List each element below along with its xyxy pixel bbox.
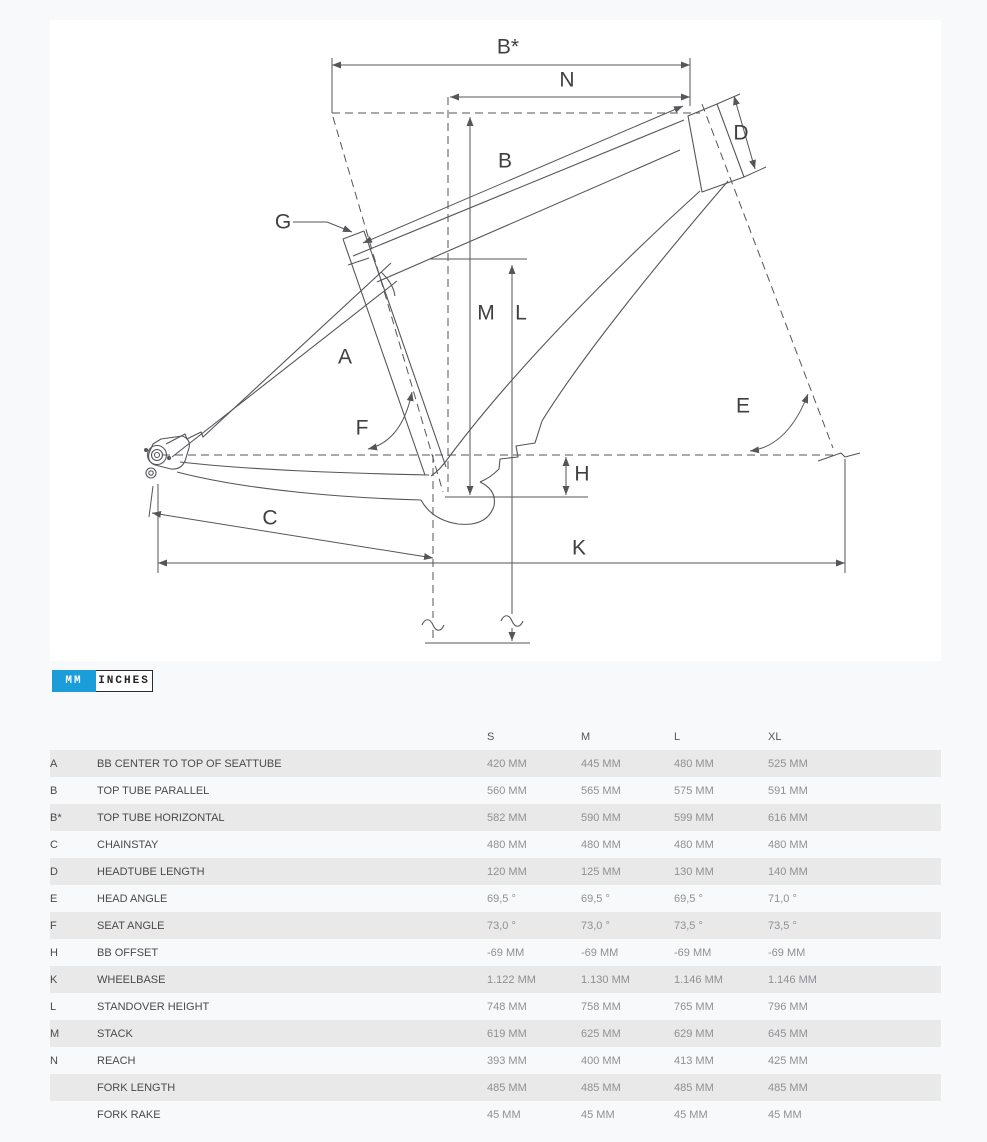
cell-value-s: 582 MM	[487, 811, 527, 824]
dim-label-stack: M	[477, 301, 495, 325]
row-letter: B*	[50, 811, 62, 824]
table-header-row	[50, 724, 941, 750]
row-letter: K	[50, 973, 58, 986]
dim-label-seattube: A	[337, 345, 353, 369]
cell-value-l: 485 MM	[674, 1081, 714, 1094]
cell-value-l: 69,5 °	[674, 892, 703, 905]
cell-value-xl: 616 MM	[768, 811, 808, 824]
cell-value-s: 73,0 °	[487, 919, 516, 932]
row-name: TOP TUBE HORIZONTAL	[97, 811, 225, 824]
col-header-letter	[50, 724, 97, 750]
cell-value-l: 629 MM	[674, 1027, 714, 1040]
cell-value-m: 125 MM	[581, 865, 621, 878]
cell-value-l: 480 MM	[674, 838, 714, 851]
cell-value-s: 1.122 MM	[487, 973, 536, 986]
cell-value-s: 748 MM	[487, 1000, 527, 1013]
col-header-name	[97, 724, 487, 750]
row-name: WHEELBASE	[97, 973, 166, 986]
cell-value-m: 480 MM	[581, 838, 621, 851]
cell-value-xl: 1.146 MM	[768, 973, 817, 986]
cell-value-s: -69 MM	[487, 946, 525, 959]
row-letter: E	[50, 892, 58, 905]
cell-value-l: 575 MM	[674, 784, 714, 797]
row-name: FORK LENGTH	[97, 1081, 176, 1094]
table-row	[50, 885, 941, 912]
dim-label-top-tube-horizontal: B*	[496, 35, 520, 59]
cell-value-xl: 73,5 °	[768, 919, 797, 932]
table-row	[50, 939, 941, 966]
cell-value-l: 765 MM	[674, 1000, 714, 1013]
row-name: HEADTUBE LENGTH	[97, 865, 205, 878]
table-row	[50, 804, 941, 831]
table-row	[50, 912, 941, 939]
cell-value-xl: 140 MM	[768, 865, 808, 878]
table-row	[50, 858, 941, 885]
table-row	[50, 1101, 941, 1128]
col-header-xl: XL	[768, 731, 782, 743]
row-letter: M	[50, 1027, 60, 1040]
cell-value-xl: 480 MM	[768, 838, 808, 851]
cell-value-m: 758 MM	[581, 1000, 621, 1013]
dim-label-headtube-length: D	[733, 121, 749, 145]
row-name: BB CENTER TO TOP OF SEATTUBE	[97, 757, 282, 770]
cell-value-xl: 591 MM	[768, 784, 808, 797]
dim-label-bb-offset: H	[574, 462, 590, 486]
cell-value-s: 485 MM	[487, 1081, 527, 1094]
col-header-m: M	[581, 731, 591, 743]
table-row	[50, 831, 941, 858]
cell-value-xl: 485 MM	[768, 1081, 808, 1094]
cell-value-l: -69 MM	[674, 946, 712, 959]
cell-value-m: 1.130 MM	[581, 973, 630, 986]
cell-value-s: 420 MM	[487, 757, 527, 770]
cell-value-m: 69,5 °	[581, 892, 610, 905]
row-letter: A	[50, 757, 58, 770]
row-letter: B	[50, 784, 58, 797]
unit-toggle	[52, 670, 153, 692]
reference-lines	[162, 97, 833, 643]
cell-value-l: 130 MM	[674, 865, 714, 878]
geometry-table	[50, 724, 941, 1128]
dim-label-head-angle: E	[735, 394, 751, 418]
dim-label-wheelbase: K	[571, 536, 587, 560]
row-letter: F	[50, 919, 57, 932]
row-name: TOP TUBE PARALLEL	[97, 784, 210, 797]
cell-value-m: 565 MM	[581, 784, 621, 797]
cell-value-m: 400 MM	[581, 1054, 621, 1067]
unit-toggle-inches[interactable]: INCHES	[96, 670, 153, 692]
table-row	[50, 777, 941, 804]
cell-value-s: 69,5 °	[487, 892, 516, 905]
cell-value-s: 120 MM	[487, 865, 527, 878]
unit-toggle-mm[interactable]: MM	[52, 670, 96, 692]
cell-value-xl: 525 MM	[768, 757, 808, 770]
row-name: REACH	[97, 1054, 136, 1067]
frame-geometry-diagram	[50, 20, 941, 661]
cell-value-l: 413 MM	[674, 1054, 714, 1067]
dim-label-seat-angle: F	[355, 416, 369, 440]
cell-value-l: 599 MM	[674, 811, 714, 824]
row-name: HEAD ANGLE	[97, 892, 168, 905]
dim-label-top-tube-parallel: B	[497, 149, 513, 173]
table-row	[50, 1074, 941, 1101]
cell-value-l: 480 MM	[674, 757, 714, 770]
cell-value-xl: 796 MM	[768, 1000, 808, 1013]
cell-value-s: 619 MM	[487, 1027, 527, 1040]
dim-label-chainstay: C	[262, 506, 278, 530]
cell-value-m: 445 MM	[581, 757, 621, 770]
dim-label-seatpost: G	[274, 210, 292, 234]
row-name: SEAT ANGLE	[97, 919, 165, 932]
bike-frame-outline	[144, 104, 860, 630]
frame-drawing	[50, 20, 941, 661]
col-header-s: S	[487, 731, 495, 743]
table-row	[50, 750, 941, 777]
table-row	[50, 993, 941, 1020]
row-letter: D	[50, 865, 58, 878]
extension-lines	[149, 58, 845, 643]
cell-value-s: 480 MM	[487, 838, 527, 851]
geometry-table-body	[50, 750, 941, 1128]
table-row	[50, 1047, 941, 1074]
row-letter	[50, 1101, 97, 1128]
row-name: STANDOVER HEIGHT	[97, 1000, 210, 1013]
cell-value-m: 73,0 °	[581, 919, 610, 932]
cell-value-l: 45 MM	[674, 1108, 708, 1121]
cell-value-xl: -69 MM	[768, 946, 806, 959]
row-name: CHAINSTAY	[97, 838, 159, 851]
cell-value-xl: 425 MM	[768, 1054, 808, 1067]
cell-value-s: 393 MM	[487, 1054, 527, 1067]
cell-value-xl: 645 MM	[768, 1027, 808, 1040]
cell-value-xl: 45 MM	[768, 1108, 802, 1121]
row-letter: C	[50, 838, 58, 851]
cell-value-m: 625 MM	[581, 1027, 621, 1040]
table-row	[50, 1020, 941, 1047]
cell-value-l: 73,5 °	[674, 919, 703, 932]
cell-value-s: 560 MM	[487, 784, 527, 797]
row-letter	[50, 1074, 97, 1101]
cell-value-l: 1.146 MM	[674, 973, 723, 986]
col-header-l: L	[674, 731, 681, 743]
dim-label-reach: N	[559, 68, 575, 92]
cell-value-m: 590 MM	[581, 811, 621, 824]
row-letter: L	[50, 1000, 57, 1013]
table-row	[50, 966, 941, 993]
row-letter: H	[50, 946, 58, 959]
dim-label-standover: L	[515, 301, 527, 325]
row-letter: N	[50, 1054, 58, 1067]
cell-value-m: 45 MM	[581, 1108, 615, 1121]
cell-value-s: 45 MM	[487, 1108, 521, 1121]
row-name: BB OFFSET	[97, 946, 159, 959]
cell-value-m: -69 MM	[581, 946, 619, 959]
cell-value-xl: 71,0 °	[768, 892, 797, 905]
row-name: FORK RAKE	[97, 1108, 161, 1121]
row-name: STACK	[97, 1027, 133, 1040]
cell-value-m: 485 MM	[581, 1081, 621, 1094]
